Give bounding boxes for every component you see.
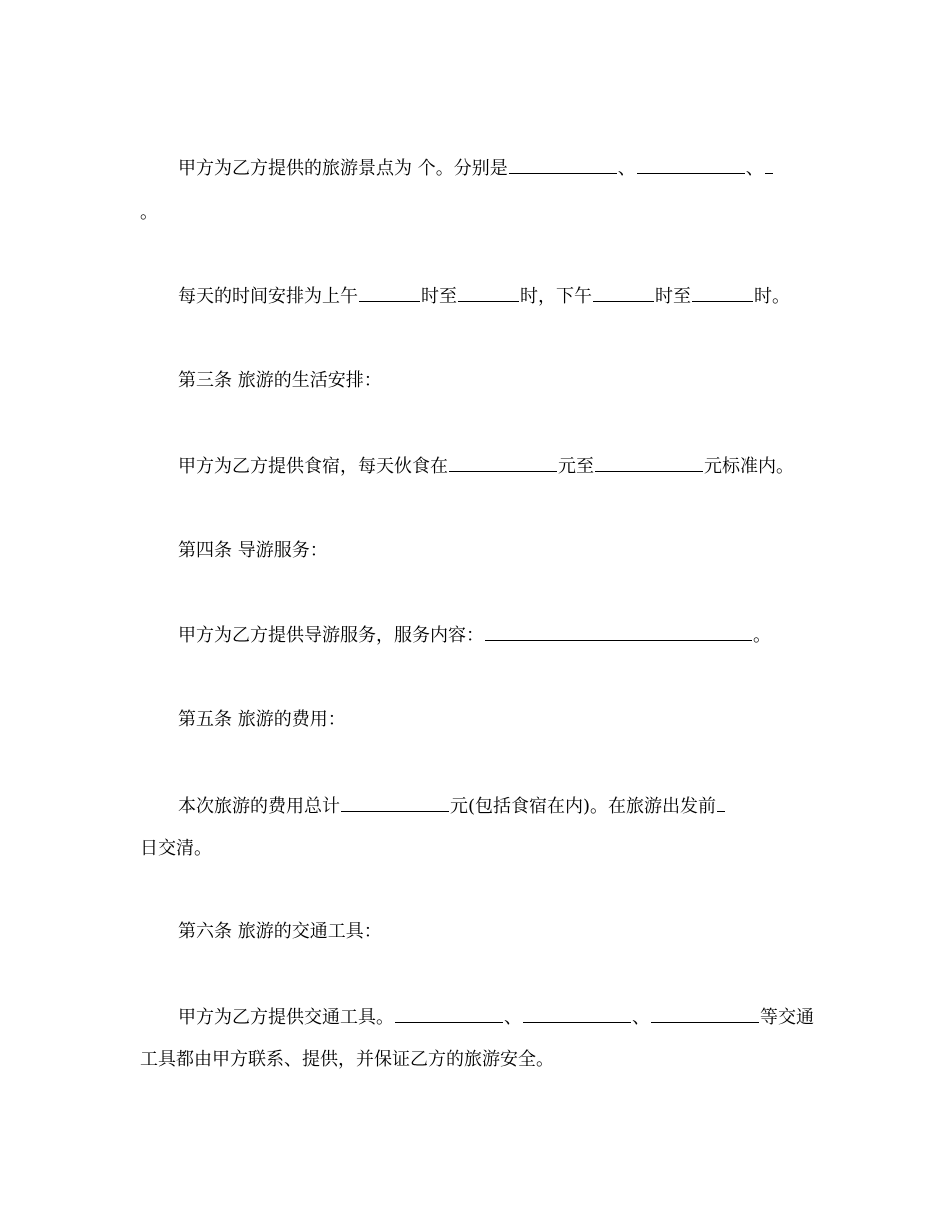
separator: 、 (504, 1007, 522, 1028)
scenic-spot-2-blank (637, 157, 745, 174)
paragraph-guide-service (178, 624, 771, 647)
article-6-heading: 第六条 旅游的交通工具： (178, 921, 382, 942)
guide-service-text: 甲方为乙方提供导游服务，服务内容： (178, 625, 484, 646)
guide-service-blank (485, 624, 752, 641)
scenic-spots-text: 甲方为乙方提供的旅游景点为 个。分别是 (178, 158, 508, 179)
article-5-heading: 第五条 旅游的费用： (178, 709, 346, 730)
schedule-text-to: 时至 (655, 286, 691, 307)
transport-3-blank (651, 1006, 759, 1023)
schedule-text-afternoon: 时，下午 (520, 286, 592, 307)
morning-end-blank (458, 285, 519, 302)
transport-text-end: 等交通 (760, 1007, 814, 1028)
scenic-spot-3-blank (765, 157, 773, 174)
paragraph-meals (178, 455, 794, 478)
cost-text-end: 日交清。 (140, 838, 212, 859)
afternoon-end-blank (692, 285, 753, 302)
paragraph-scenic-spots (178, 157, 774, 180)
afternoon-start-blank (593, 285, 654, 302)
cost-text-mid: 元(包括食宿在内)。在旅游出发前 (450, 796, 717, 817)
cost-total-blank (341, 795, 449, 812)
meals-text: 甲方为乙方提供食宿，每天伙食在 (178, 456, 448, 477)
paragraph-cost (178, 795, 726, 818)
cost-text: 本次旅游的费用总计 (178, 796, 340, 817)
separator: 、 (632, 1007, 650, 1028)
meals-text-to: 元至 (558, 456, 594, 477)
transport-safety-text: 工具都由甲方联系、提供，并保证乙方的旅游安全。 (140, 1049, 554, 1070)
scenic-spot-1-blank (509, 157, 617, 174)
period: 。 (753, 625, 771, 646)
article-4-heading: 第四条 导游服务： (178, 540, 328, 561)
paragraph-daily-schedule (178, 285, 790, 308)
schedule-text-morning: 每天的时间安排为上午 (178, 286, 358, 307)
paragraph-scenic-spots-end (140, 202, 158, 224)
article-3-heading: 第三条 旅游的生活安排： (178, 370, 382, 391)
transport-text: 甲方为乙方提供交通工具。 (178, 1007, 394, 1028)
separator: 、 (745, 158, 764, 179)
schedule-text-end: 时。 (754, 286, 790, 307)
paragraph-transport (178, 1006, 814, 1029)
transport-2-blank (523, 1006, 631, 1023)
schedule-text-to: 时至 (421, 286, 457, 307)
paragraph-transport-end (140, 1049, 554, 1071)
meal-max-blank (595, 455, 703, 472)
meals-text-end: 元标准内。 (704, 456, 794, 477)
paragraph-cost-end (140, 838, 212, 860)
separator: 、 (617, 158, 636, 179)
morning-start-blank (359, 285, 420, 302)
days-before-blank (717, 795, 725, 812)
transport-1-blank (395, 1006, 503, 1023)
period: 。 (140, 202, 158, 223)
meal-min-blank (449, 455, 557, 472)
